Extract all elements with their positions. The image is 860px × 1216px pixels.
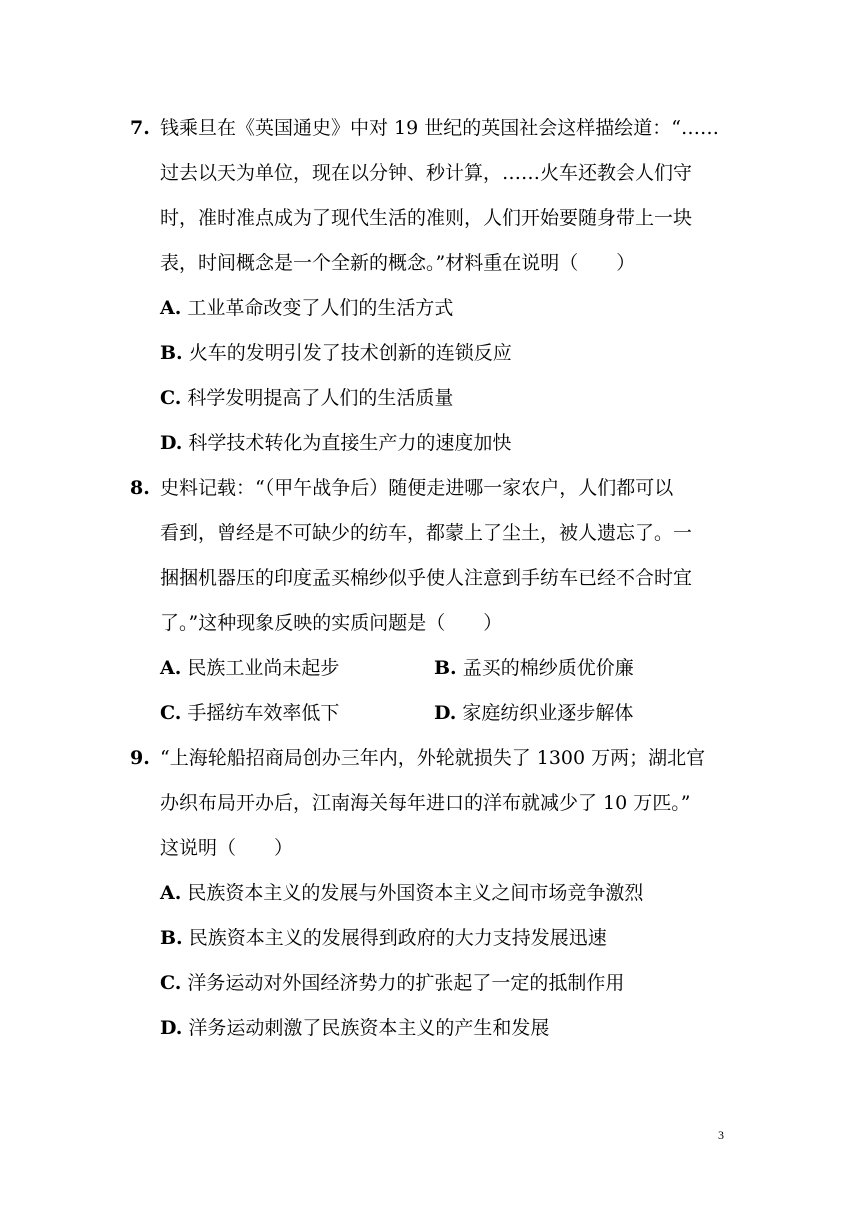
option-b (160, 331, 740, 376)
option-letter: A. (160, 297, 182, 319)
option-text: 工业革命改变了人们的生活方式 (187, 297, 454, 319)
question-number: 8. (130, 477, 150, 499)
question-text-line: 捆捆机器压的印度孟买棉纱似乎使人注意到手纺车已经不合时宜 (160, 567, 693, 589)
question-body (160, 466, 740, 736)
question-text-line: 过去以天为单位，现在以分钟、秒计算，……火车还教会人们守 (160, 162, 693, 184)
option-text: 科学发明提高了人们的生活质量 (187, 387, 454, 409)
option-c (160, 376, 740, 421)
option-letter: B. (434, 657, 457, 679)
option-letter: C. (160, 387, 182, 409)
option-d (434, 691, 633, 736)
option-letter: C. (160, 972, 182, 994)
question-text-line: 表，时间概念是一个全新的概念。”材料重在说明（ ） (160, 252, 636, 274)
question-text-line: 钱乘旦在《英国通史》中对 19 世纪的英国社会这样描绘道：“…… (160, 117, 719, 139)
option-text: 火车的发明引发了技术创新的连锁反应 (188, 342, 512, 364)
option-text: 家庭纺织业逐步解体 (462, 702, 634, 724)
question-text-line: 时，准时准点成为了现代生活的准则，人们开始要随身带上一块 (160, 207, 693, 229)
question-text-line: 了。”这种现象反映的实质问题是（ ） (160, 612, 503, 634)
option-a (160, 871, 740, 916)
question-number: 9. (130, 747, 150, 769)
option-letter: D. (160, 432, 183, 454)
option-c (160, 702, 339, 724)
question-body (160, 736, 740, 1051)
question-text-line: 看到，曾经是不可缺少的纺车，都蒙上了尘土，被人遗忘了。一 (160, 522, 693, 544)
option-text: 民族资本主义的发展得到政府的大力支持发展迅速 (188, 927, 607, 949)
question-text-line: 这说明（ ） (160, 837, 294, 859)
question-text-line: 史料记载：“（甲午战争后）随便走进哪一家农户，人们都可以 (160, 477, 674, 499)
option-a (160, 286, 740, 331)
option-letter: C. (160, 702, 182, 724)
option-row (160, 646, 740, 691)
option-letter: D. (434, 702, 457, 724)
option-letter: A. (160, 882, 182, 904)
question-number: 7. (130, 117, 150, 139)
option-b (434, 646, 634, 691)
option-c (160, 961, 740, 1006)
option-letter: D. (160, 1017, 183, 1039)
option-text: 民族资本主义的发展与外国资本主义之间市场竞争激烈 (187, 882, 644, 904)
option-letter: B. (160, 342, 183, 364)
option-text: 民族工业尚未起步 (187, 657, 340, 679)
option-text: 洋务运动对外国经济势力的扩张起了一定的抵制作用 (187, 972, 625, 994)
option-b (160, 916, 740, 961)
option-text: 孟买的棉纱质优价廉 (462, 657, 634, 679)
page-number: 3 (718, 1128, 724, 1142)
question-text-line: “上海轮船招商局创办三年内，外轮就损失了 1300 万两；湖北官 (160, 747, 706, 769)
option-a (160, 657, 339, 679)
option-letter: B. (160, 927, 183, 949)
option-d (160, 421, 740, 466)
option-letter: A. (160, 657, 182, 679)
question-text-line: 办织布局开办后，江南海关每年进口的洋布就减少了 10 万匹。” (160, 792, 691, 814)
option-row (160, 691, 740, 736)
question-body (160, 106, 740, 466)
option-text: 手摇纺车效率低下 (187, 702, 340, 724)
option-text: 科学技术转化为直接生产力的速度加快 (188, 432, 512, 454)
option-d (160, 1006, 740, 1051)
option-text: 洋务运动刺激了民族资本主义的产生和发展 (188, 1017, 550, 1039)
